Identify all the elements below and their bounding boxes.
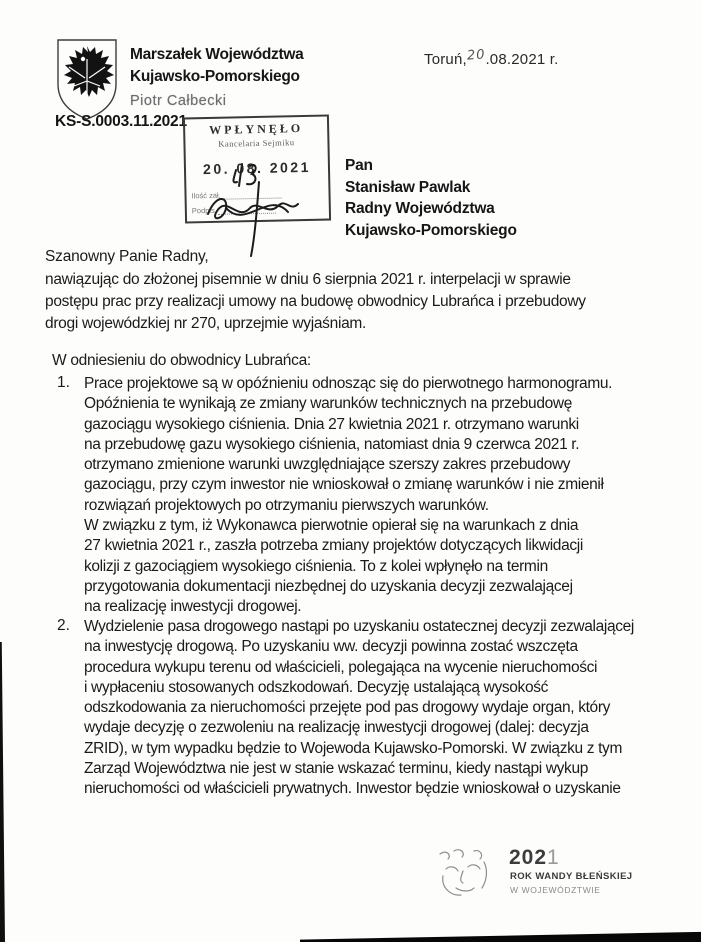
text-line: i wypłaceniu stosowanych odszkodowań. Decyzję ustalającą wysokość — [84, 678, 549, 696]
stamp-date: 20. 08. 2021 — [202, 158, 312, 178]
text-line: na realizację inwestycji drogowej. — [84, 598, 302, 616]
text-line: Kujawsko-Pomorskiego — [345, 221, 517, 239]
text-line: drogi wojewódzkiej nr 270, uprzejmie wyjaśniam. — [45, 315, 367, 332]
dotted-line — [224, 191, 282, 199]
text-line: gazociągu, przy czym inwestor nie wnioskował o zmianę warunków i nie zmienił — [84, 476, 604, 494]
list-item-2-number: 2. — [57, 617, 70, 634]
text-line: Pan — [345, 157, 373, 174]
text-line: ZRID), w tym wypadku będzie to Wojewoda Kujawsko-Pomorski. W związku z tym — [84, 739, 623, 757]
sender-block — [130, 44, 303, 112]
text-line: na inwestycję drogową. Po uzyskaniu ww. decyzji powinna zostać wszczęta — [84, 638, 578, 656]
sender-org-line2: Kujawsko-Pomorskiego — [130, 68, 300, 85]
text-line: Wydzielenie pasa drogowego nastąpi po uzyskaniu ostatecznej decyzji zezwalającej — [84, 618, 634, 635]
scan-artifact-bottom-edge — [300, 931, 701, 942]
date-rest: .08.2021 r. — [485, 51, 559, 68]
sender-person-name: Piotr Całbecki — [130, 93, 227, 109]
scan-artifact-left-edge — [0, 642, 5, 942]
list-item-1-text — [84, 374, 612, 618]
section-heading: W odniesieniu do obwodnicy Lubrańca: — [52, 352, 311, 369]
text-line: gazociągu wysokiego ciśnienia. Dnia 27 kwietnia 2021 r. otrzymano warunki — [84, 415, 579, 433]
stamp-signature-row — [192, 205, 276, 216]
salutation: Szanowny Panie Radny, — [45, 248, 209, 265]
text-line: Radny Województwa — [345, 200, 495, 217]
received-stamp — [183, 114, 331, 223]
reference-number: KS-S.0003.11.2021 — [55, 113, 187, 130]
stamp-attachments-row — [191, 189, 281, 200]
year-light: 1 — [547, 846, 560, 869]
intro-paragraph — [45, 269, 586, 335]
text-line: nieruchomości od właścicieli prywatnych. Inwestor będzie wnioskował o uzyskanie — [84, 780, 621, 798]
kujawsko-pomorskie-eagle-crest-icon — [54, 37, 120, 123]
text-line: procedura wykupu terenu od właścicieli, polegająca na wycenie nieruchomości — [84, 658, 598, 676]
text-line: Opóźnienia te wynikają ze zmiany warunków technicznych na przebudowę — [84, 395, 572, 413]
date-line — [424, 47, 559, 68]
list-item-2-text — [84, 617, 634, 800]
date-city: Toruń, — [424, 51, 467, 68]
wanda-blenska-sketch-portrait-icon — [432, 846, 498, 898]
text-line: kolizji z gazociągiem wysokiego ciśnienia. To z kolei wpłynęło na termin — [84, 557, 548, 575]
footer-line1: ROK WANDY BŁEŃSKIEJ — [510, 871, 633, 882]
list-item-1-number: 1. — [57, 374, 70, 391]
year-label — [509, 846, 560, 870]
text-line: W związku z tym, iż Wykonawca pierwotnie opierał się na warunkach z dnia — [84, 517, 579, 535]
text-line: Zarząd Województwa nie jest w stanie wskazać terminu, kiedy nastąpi wykup — [84, 760, 588, 778]
text-line: Stanisław Pawlak — [345, 178, 471, 196]
text-line: Prace projektowe są w opóźnieniu odnosząc się do pierwotnego harmonogramu. — [84, 375, 613, 392]
text-line: 27 kwietnia 2021 r., zaszła potrzeba zmiany projektów dotyczących likwidacji — [84, 537, 583, 555]
text-line: rozwiązań projektowych po otrzymaniu pierwszych warunków. — [84, 496, 489, 514]
handwritten-day: 20 — [466, 47, 486, 64]
text-line: postępu prac przy realizacji umowy na budowę obwodnicy Lubrańca i przebudowy — [45, 293, 586, 310]
sender-org-line1: Marszałek Województwa — [130, 46, 304, 63]
text-line: nawiązując do złożonej pisemnie w dniu 6 sierpnia 2021 r. interpelacji w sprawie — [45, 271, 571, 288]
year-dark: 202 — [509, 846, 548, 869]
text-line: przygotowania dokumentacji niezbędnej do uzyskania decyzji zezwalającej — [84, 577, 573, 595]
stamp-title: WPŁYNĘŁO — [209, 121, 304, 137]
attachments-label: Ilość zał. — [191, 190, 221, 201]
text-line: odszkodowania za nieruchomości przejęte pod pas drogowy wydaje organ, który — [84, 699, 611, 717]
stamp-office: Kancelaria Sejmiku — [218, 137, 295, 149]
signature-label: Podpis — [191, 205, 215, 216]
recipient-block — [345, 155, 517, 241]
text-line: wydaje decyzję o zezwoleniu na realizację inwestycji drogowej (dalej: decyzja — [84, 719, 589, 737]
dotted-line — [218, 207, 276, 215]
text-line: na przebudowę gazu wysokiego ciśnienia, natomiast dnia 9 czerwca 2021 r. — [84, 435, 580, 453]
footer-line2: W WOJEWÓDZTWIE — [510, 885, 601, 895]
text-line: otrzymano zmienione warunki uwzględniające szerszy zakres przebudowy — [84, 456, 571, 474]
